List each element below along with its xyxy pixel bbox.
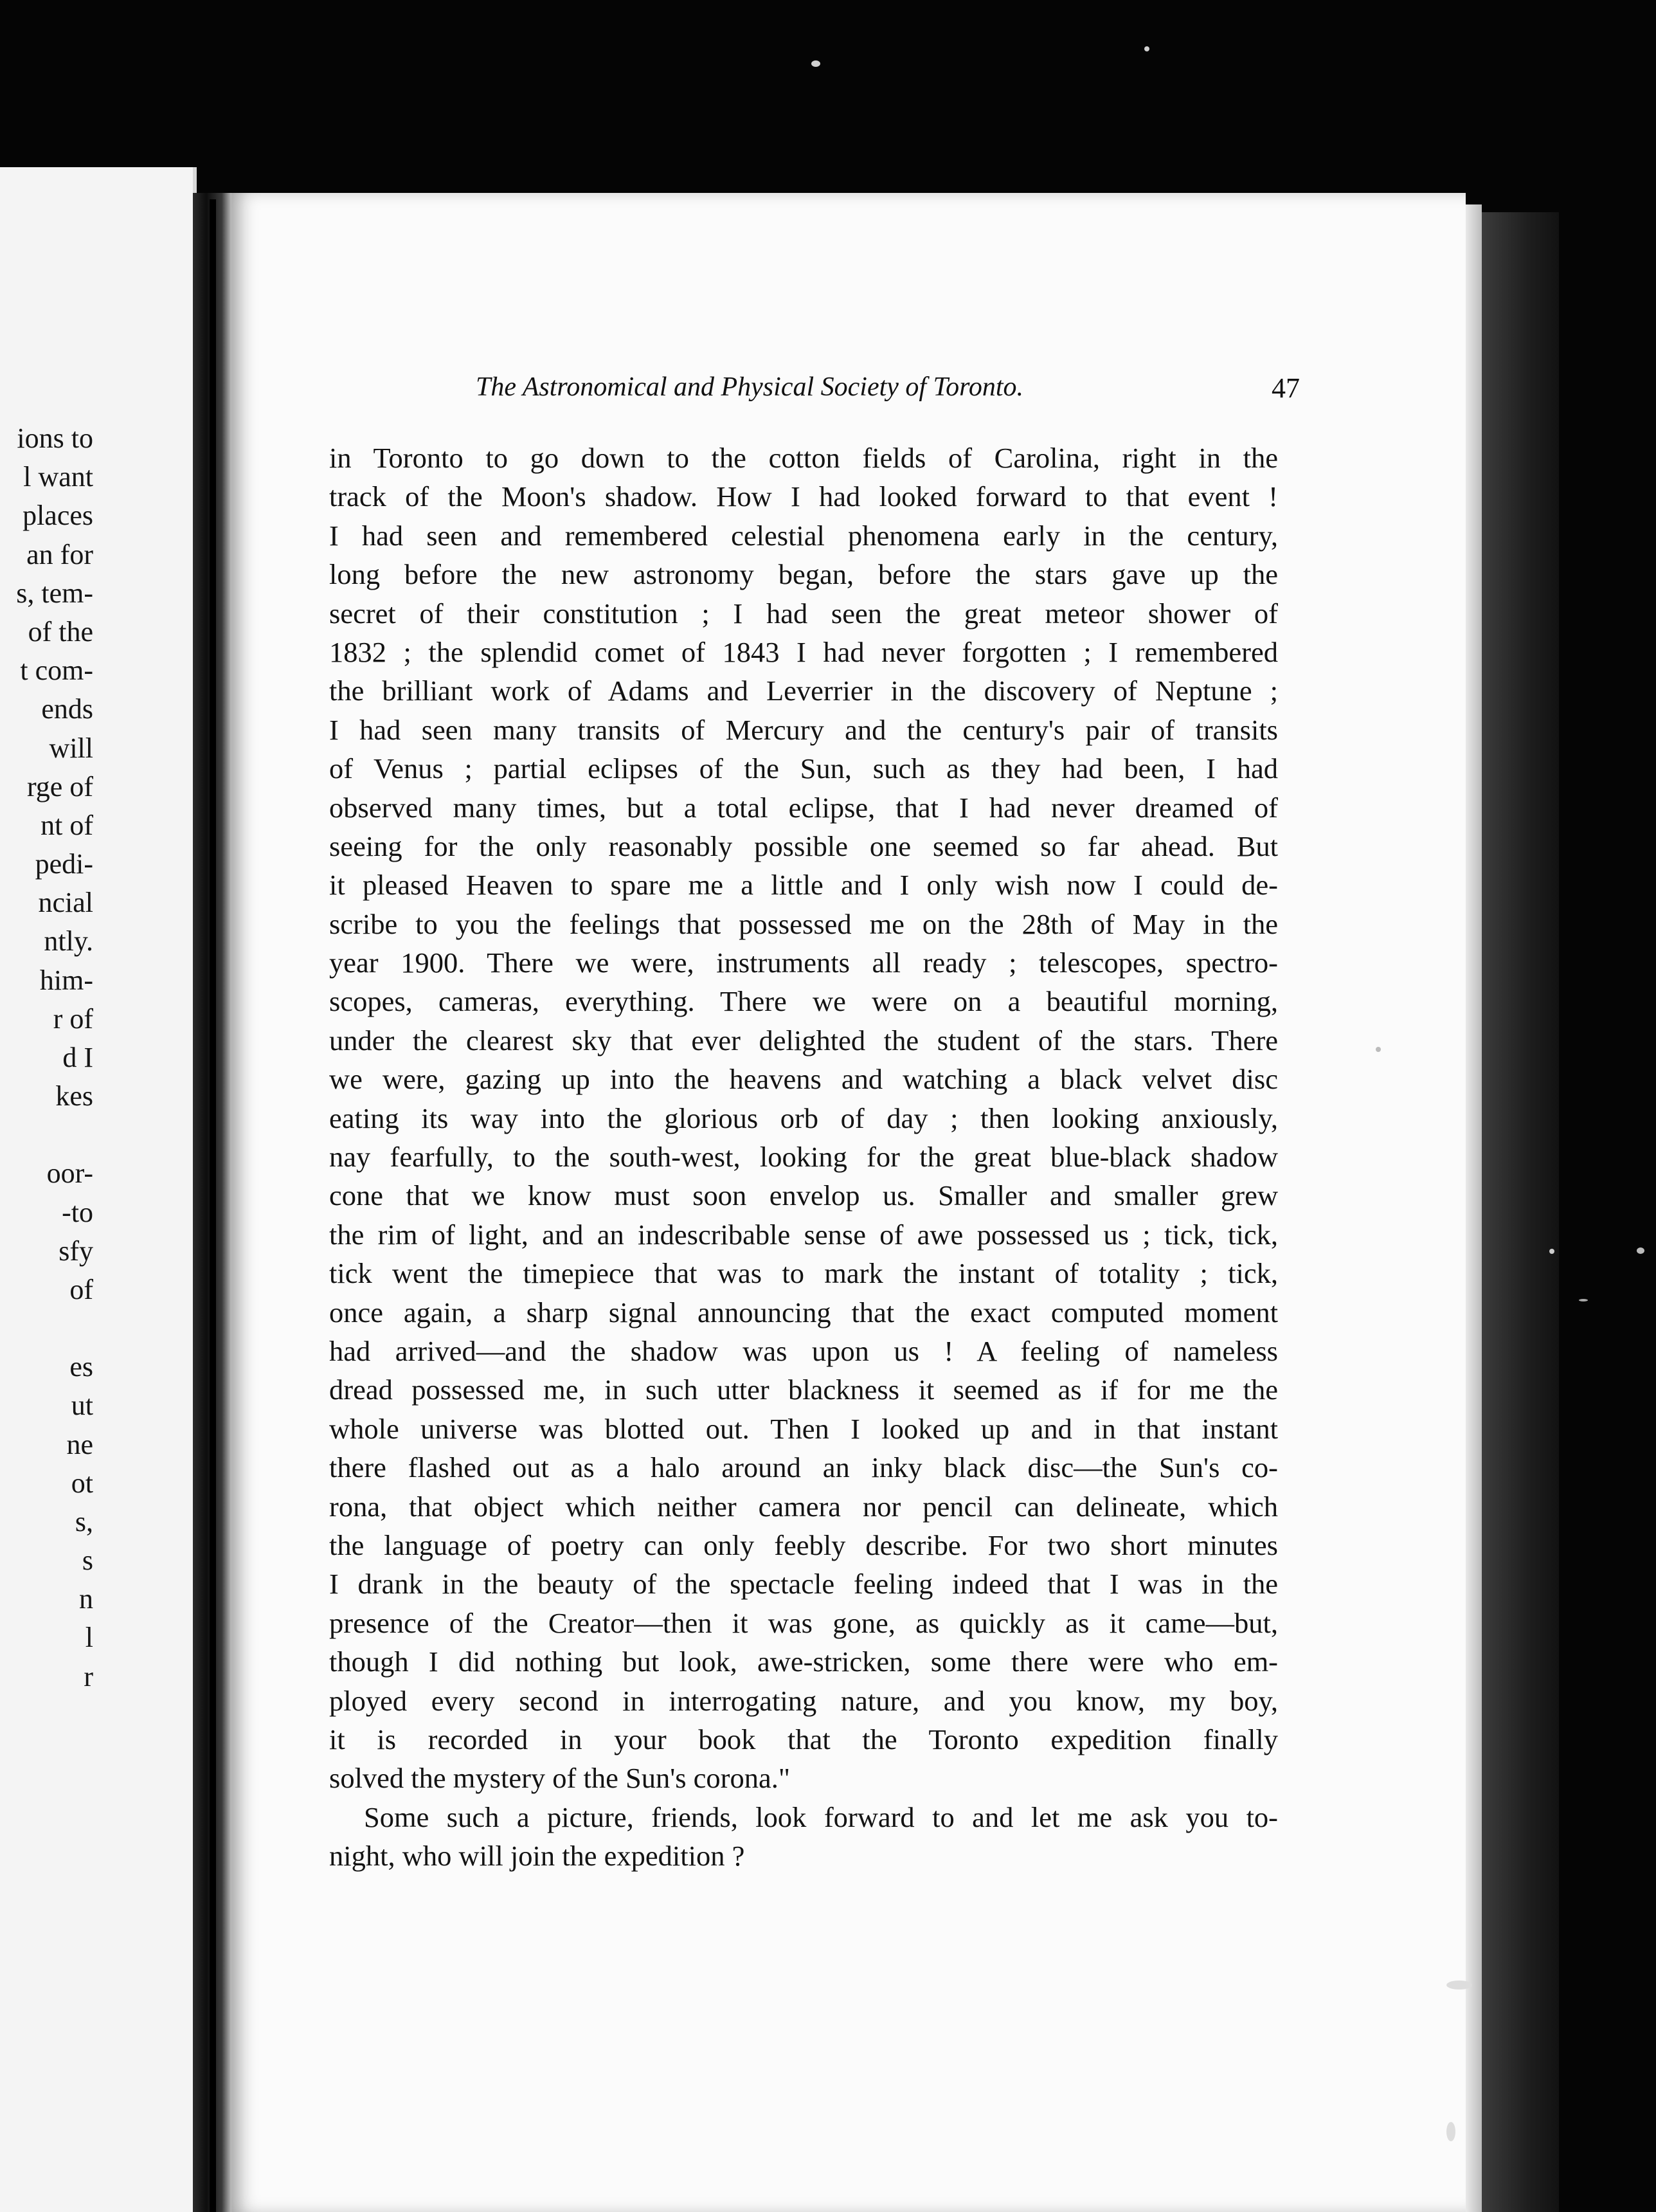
body-text-line: it pleased Heaven to spare me a little and I only wish now I could de-	[329, 869, 1278, 902]
left-page-fragment: l want	[23, 461, 93, 493]
scan-speck	[811, 60, 820, 67]
scan-speck	[1637, 1247, 1644, 1254]
left-page-fragment: pedi-	[35, 848, 93, 880]
binding-edge	[210, 199, 216, 2212]
book-cover	[1482, 212, 1559, 2212]
body-text-line: seeing for the only reasonably possible one seemed so far ahead. But	[329, 830, 1278, 862]
body-text-line: secret of their constitution ; I had seen the great meteor shower of	[329, 597, 1278, 630]
body-text-line: had arrived—and the shadow was upon us ! A feeling of nameless	[329, 1334, 1278, 1367]
body-text-line: the rim of light, and an indescribable sense of awe possessed us ; tick, tick,	[329, 1218, 1278, 1251]
left-page-fragment: of	[69, 1273, 93, 1305]
body-text-line: I had seen and remembered celestial phenomena early in the century,	[329, 519, 1278, 552]
left-page-fragment: ne	[66, 1428, 93, 1460]
left-page-fragment: n	[79, 1583, 93, 1615]
body-text-line: whole universe was blotted out. Then I looked up and in that instant	[329, 1412, 1278, 1445]
page-edge	[1466, 204, 1482, 2212]
left-page-fragment: r	[84, 1660, 93, 1692]
left-page-fragment: kes	[55, 1080, 93, 1112]
body-text-line: observed many times, but a total eclipse, that I had never dreamed of	[329, 791, 1278, 824]
body-text-line: long before the new astronomy began, before the stars gave up the	[329, 558, 1278, 591]
body-text-line: year 1900. There we were, instruments all ready ; telescopes, spectro-	[329, 947, 1278, 979]
left-page-fragment: ions to	[17, 422, 93, 454]
body-text-line: solved the mystery of the Sun's corona."	[329, 1762, 791, 1795]
left-page-fragment: ends	[41, 693, 93, 725]
body-text-line: nay fearfully, to the south-west, looking for the great blue-black shadow	[329, 1141, 1278, 1174]
closing-paragraph-line: night, who will join the expedition ?	[329, 1840, 745, 1872]
running-head-title: The Astronomical and Physical Society of Toronto.	[476, 372, 1024, 402]
body-text-line: ployed every second in interrogating nature, and you know, my boy,	[329, 1684, 1278, 1717]
body-text-line: track of the Moon's shadow. How I had looked forward to that event !	[329, 480, 1278, 513]
body-text-line: though I did nothing but look, awe-stricken, some there were who em-	[329, 1645, 1278, 1678]
body-text-line: of Venus ; partial eclipses of the Sun, such as they had been, I had	[329, 752, 1278, 785]
left-page-fragment: s, tem-	[16, 577, 93, 609]
left-page-fragment	[0, 1309, 93, 1348]
left-page-fragment: r of	[53, 1002, 93, 1035]
left-page-fragment: es	[69, 1351, 93, 1383]
body-text-line: dread possessed me, in such utter blackness it seemed as if for me the	[329, 1373, 1278, 1406]
body-text-line: I drank in the beauty of the spectacle feeling indeed that I was in the	[329, 1568, 1278, 1600]
scan-speck	[1376, 1047, 1381, 1052]
body-text-line: it is recorded in your book that the Toronto expedition finally	[329, 1723, 1278, 1755]
left-page-fragment: d I	[62, 1042, 93, 1073]
left-page-fragment: -to	[62, 1196, 93, 1228]
page-body-text	[329, 439, 1278, 1875]
body-text-line: eating its way into the glorious orb of day ; then looking anxiously,	[329, 1101, 1278, 1134]
scan-speck	[1446, 1981, 1472, 1990]
scan-speck	[1446, 2122, 1455, 2141]
body-text-line: scribe to you the feelings that possessed me on the 28th of May in the	[329, 907, 1278, 940]
body-text-line: I had seen many transits of Mercury and the century's pair of transits	[329, 713, 1278, 746]
body-text-line: presence of the Creator—then it was gone, as quickly as it came—but,	[329, 1606, 1278, 1639]
left-page-fragment: s	[82, 1545, 93, 1577]
body-text-line: the language of poetry can only feebly describe. For two short minutes	[329, 1528, 1278, 1561]
left-page-fragment: ncial	[38, 887, 93, 919]
left-page-fragment: sfy	[59, 1235, 93, 1267]
left-page-fragment: places	[22, 500, 93, 532]
page-number: 47	[1272, 372, 1300, 404]
left-page-fragment: t com-	[20, 655, 93, 687]
closing-paragraph-line: Some such a picture, friends, look forward to and let me ask you to-	[364, 1800, 1278, 1833]
body-text-line: tick went the timepiece that was to mark the instant of totality ; tick,	[329, 1257, 1278, 1290]
body-text-line: under the clearest sky that ever delighted the student of the stars. There	[329, 1024, 1278, 1056]
left-page-fragment: him-	[39, 964, 93, 996]
left-page-fragment: oor-	[46, 1157, 93, 1190]
left-page-text-fragments	[0, 419, 93, 1696]
left-page-fragment: of the	[28, 615, 93, 648]
body-text-line: rona, that object which neither camera nor pencil can delineate, which	[329, 1490, 1278, 1523]
left-page-fragment	[0, 1116, 93, 1154]
left-page-fragment: an for	[26, 538, 93, 570]
body-text-line: scopes, cameras, everything. There we were on a beautiful morning,	[329, 985, 1278, 1018]
body-text-line: the brilliant work of Adams and Leverrier in the discovery of Neptune ;	[329, 675, 1278, 707]
body-text-line: in Toronto to go down to the cotton fields of Carolina, right in the	[329, 442, 1278, 474]
left-page-fragment: s,	[75, 1505, 93, 1537]
left-page-fragment: nt of	[40, 809, 93, 841]
body-text-line: once again, a sharp signal announcing that the exact computed moment	[329, 1296, 1278, 1328]
left-page-fragment: ntly.	[44, 925, 93, 957]
body-text-line: there flashed out as a halo around an inky black disc—the Sun's co-	[329, 1451, 1278, 1484]
scan-speck	[1579, 1299, 1588, 1301]
body-text-line: 1832 ; the splendid comet of 1843 I had never forgotten ; I remembered	[329, 635, 1278, 668]
scan-speck	[1549, 1249, 1554, 1254]
scan-speck	[1144, 46, 1149, 51]
left-page-fragment: will	[49, 732, 93, 764]
body-text-line: cone that we know must soon envelop us. Smaller and smaller grew	[329, 1179, 1278, 1212]
body-text-line: we were, gazing up into the heavens and watching a black velvet disc	[329, 1063, 1278, 1096]
left-page-fragment: rge of	[26, 770, 93, 802]
left-page-fragment: ot	[71, 1467, 93, 1499]
left-page-fragment: ut	[71, 1390, 93, 1422]
left-page-fragment: l	[85, 1622, 93, 1654]
